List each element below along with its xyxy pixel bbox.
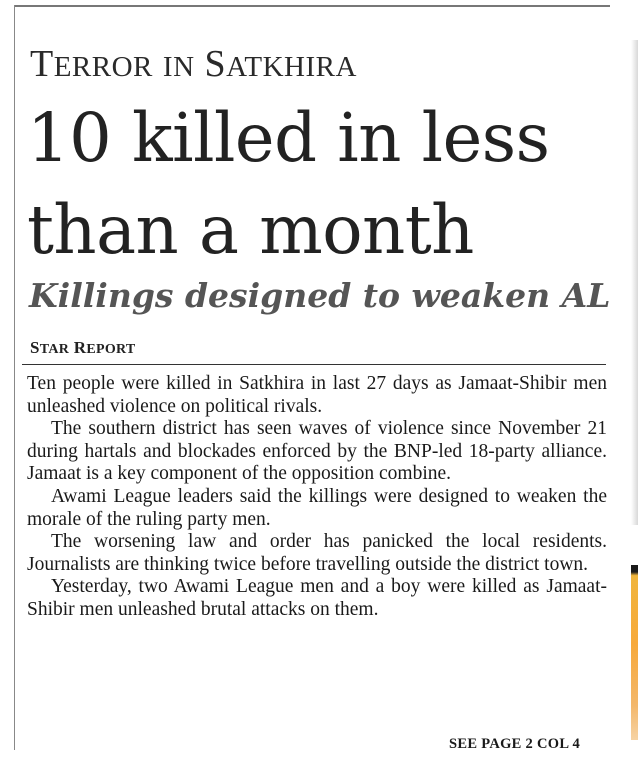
byline: [30, 338, 136, 360]
kicker-initial-1: T: [30, 43, 54, 85]
byline-rule: [22, 364, 606, 365]
paragraph-5: Yesterday, two Awami League men and a boy were killed as Jamaat-Shibir men unleashed brutal attacks on them.: [27, 576, 607, 620]
byline-word-2: EPORT: [86, 342, 136, 357]
left-column-rule: [14, 5, 15, 750]
paragraph-3: Awami League leaders said the killings were designed to weaken the morale of the ruling party men.: [27, 485, 607, 530]
kicker: [30, 44, 357, 87]
kicker-word-3: ATKHIRA: [226, 51, 357, 83]
kicker-initial-2: S: [204, 43, 227, 85]
continued-jump-line: SEE PAGE 2 COL 4: [449, 736, 581, 752]
subhead: Killings designed to weaken AL: [29, 276, 611, 315]
kicker-word-1: ERROR: [53, 51, 153, 83]
headline: 10 killed in less than a month: [27, 99, 550, 269]
byline-initial-2: R: [73, 338, 87, 357]
paragraph-2: The southern district has seen waves of violence since November 21 during hartals and blockades enforced by the BNP-led 18-party alliance. Jamaat is a key component of the opposition combine.: [27, 418, 607, 485]
article-body: [27, 373, 607, 622]
byline-word-1: TAR: [39, 342, 70, 357]
paragraph-1: Ten people were killed in Satkhira in last 27 days as Jamaat-Shibir men unleashed violence on political rivals.: [27, 373, 607, 417]
kicker-word-2: IN: [162, 51, 195, 83]
paragraph-4: The worsening law and order has panicked the local residents. Journalists are thinking twice before travelling outside the district town.: [27, 531, 607, 575]
byline-initial-1: S: [30, 338, 40, 357]
page-fold-shadow: [631, 40, 638, 525]
adjacent-page-edge: [631, 565, 638, 740]
top-rule: [14, 5, 610, 7]
